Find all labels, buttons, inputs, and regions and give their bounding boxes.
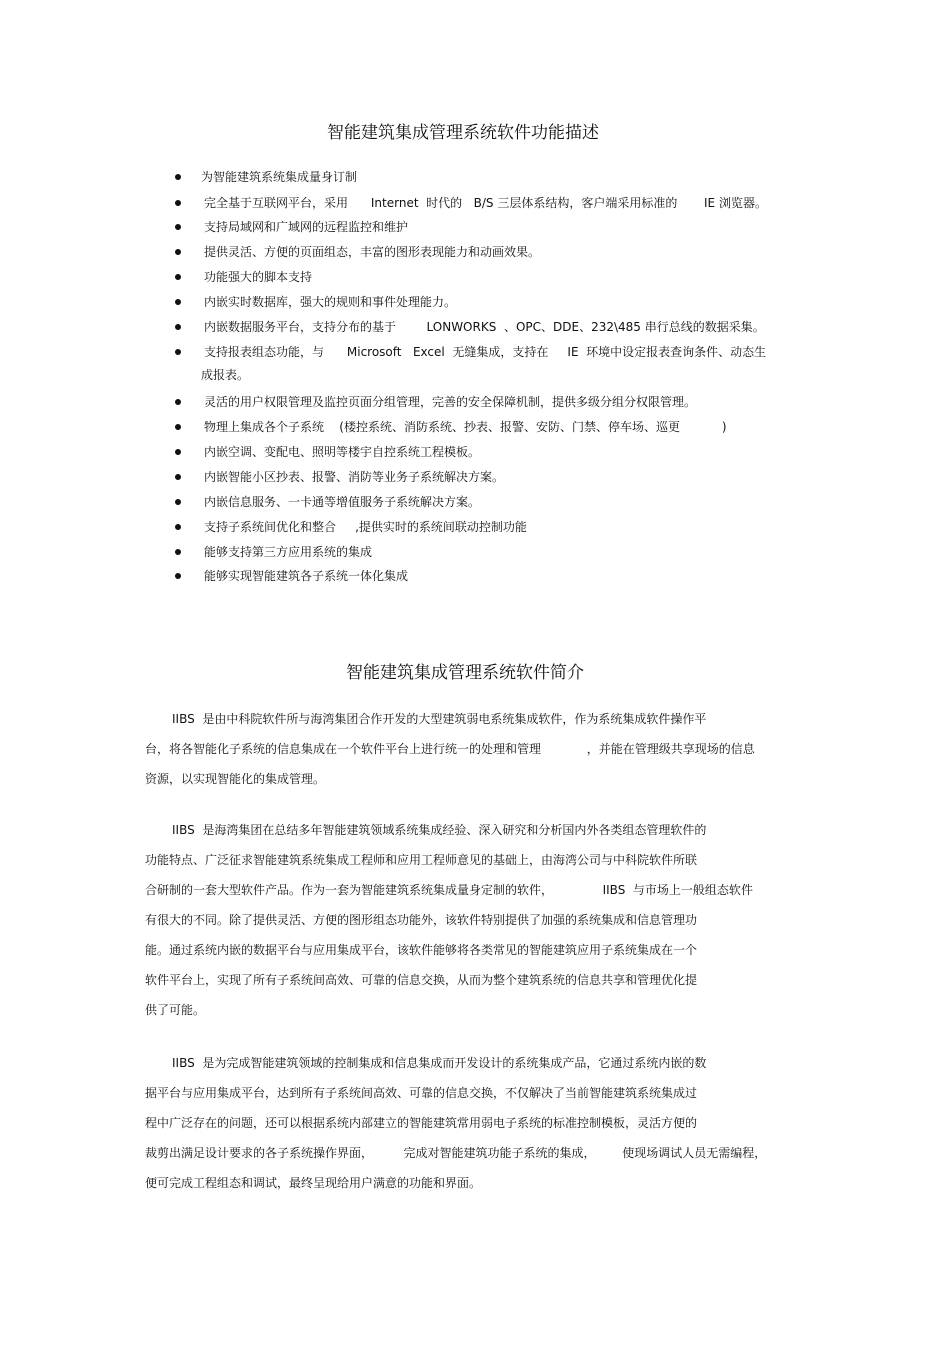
bullet-icon: [175, 399, 181, 405]
paragraph-line: 程中广泛存在的问题，还可以根据系统内部建立的智能建筑常用弱电子系统的标准控制模板，灵活方便的: [145, 1116, 698, 1130]
bullet-icon: [175, 524, 181, 530]
paragraph-line: 有很大的不同。除了提供灵活、方便的图形组态功能外，该软件特别提供了加强的系统集成和信息管理功: [145, 913, 698, 927]
bullet-icon: [175, 224, 181, 230]
paragraph-line: 功能特点、广泛征求智能建筑系统集成工程师和应用工程师意见的基础上，由海湾公司与中科院软件所联: [145, 853, 698, 867]
paragraph-line: 资源，以实现智能化的集成管理。: [145, 772, 326, 786]
intro-paragraph-1: [145, 704, 805, 794]
paragraph-line: 供了可能。: [145, 1003, 206, 1017]
bullet-icon: [175, 274, 181, 280]
paragraph-line: 据平台与应用集成平台，达到所有子系统间高效、可靠的信息交换，不仅解决了当前智能建筑系统集成过: [145, 1086, 698, 1100]
bullet-icon: [175, 424, 181, 430]
document-page: 智能建筑集成管理系统软件功能描述 为智能建筑系统集成量身订制 完全基于互联网平台，采用 Internet 时代的 B/S 三层体系结构，客户端采用标准的 IE 浏览器。 支持局域网和广域网的远程监控和维护 提供灵活、方便的页面组态，丰富的图形表现能力和动画效果。 功能强大的脚本支持 内嵌实时数据库，强大的规则和事件处理能力。 内嵌数据服务平台，支持分布的基于 LONWORKS 、OPC、DDE、232\485 串行总线的数据采集。 支持报表组态功能，与 Microsoft Excel 无缝集成，支持在 IE 环境中设定报表查询条件、动态生 成报表。 灵活的用户权限管理及监控页面分组管理，完善的安全保障机制，提供多级分组分权限管理。 物理上集成各个子系统 (楼控系统、消防系统、抄表、报警、安防、门禁、停车场、巡更 ) 内嵌空调、变配电、照明等楼宇自控系统工程模板。 内嵌智能小区抄表、报警、消防等业务子系统解决方案。 内嵌信息服务、一卡通等增值服务子系统解决方案。 支持子系统间优化和整合 ,提供实时的系统间联动控制功能 能够支持第三方应用系统的集成 能够实现智能建筑各子系统一体化集成 智能建筑集成管理系统软件简介 IIBS 是由中科院软件所与海湾集团合作开发的大型建筑弱电系统集成软件，作为系统集成软件操作平 台，将各智能化子系统的信息集成在一个软件平台上进行统一的处理和管理 ，并能在管理级共享现场的信息 资源，以实现智能化的集成管理。 IIBS 是海湾集团在总结多年智能建筑领域系统集成经验、深入研究和分析国内外各类组态管理软件的 功能特点、广泛征求智能建筑系统集成工程师和应用工程师意见的基础上，由海湾公司与中科院软件所联 合研制的一套大型软件产品。作为一套为智能建筑系统集成量身定制的软件， IIBS 与市场上一般组态软件 有很大的不同。除了提供灵活、方便的图形组态功能外，该软件特别提供了加强的系统集成和信息管理功 能。通过系统内嵌的数据平台与应用集成平台，该软件能够将各类常见的智能建筑应用子系统集成在一个 软件平台上，实现了所有子系统间高效、可靠的信息交换，从而为整个建筑系统的信息共享和管理优化提 供了可能。 IIBS 是为完成智能建筑领域的控制集成和信息集成而开发设计的系统集成产品，它通过系统内嵌的数 据平台与应用集成平台，达到所有子系统间高效、可靠的信息交换，不仅解决了当前智能建筑系统集成过 程中广泛存在的问题，还可以根据系统内部建立的智能建筑常用弱电子系统的标准控制模板，灵活方便的 裁剪出满足设计要求的各子系统操作界面， 完成对智能建筑功能子系统的集成， 使现场调试人员无需编程， 便可完成工程组态和调试，最终呈现给用户满意的功能和界面。: [0, 0, 950, 1345]
bullet-icon: [175, 499, 181, 505]
paragraph-line: IIBS 是海湾集团在总结多年智能建筑领域系统集成经验、深入研究和分析国内外各类组态管理软件的: [172, 823, 707, 837]
bullet-icon: [175, 474, 181, 480]
paragraph-line: 台，将各智能化子系统的信息集成在一个软件平台上进行统一的处理和管理 ，并能在管理级共享现场的信息: [145, 742, 755, 756]
paragraph-line: IIBS 是为完成智能建筑领域的控制集成和信息集成而开发设计的系统集成产品，它通过系统内嵌的数: [172, 1056, 707, 1070]
section-title-intro: 智能建筑集成管理系统软件简介: [346, 663, 584, 683]
paragraph-line: 合研制的一套大型软件产品。作为一套为智能建筑系统集成量身定制的软件， IIBS 与市场上一般组态软件: [145, 883, 753, 897]
paragraph-line: 便可完成工程组态和调试，最终呈现给用户满意的功能和界面。: [145, 1176, 482, 1190]
paragraph-line: IIBS 是由中科院软件所与海湾集团合作开发的大型建筑弱电系统集成软件，作为系统集成软件操作平: [172, 712, 707, 726]
bullet-icon: [175, 349, 181, 355]
bullet-icon: [175, 174, 181, 180]
list-item-continuation: 成报表。: [201, 368, 250, 382]
bullet-icon: [175, 573, 181, 579]
section-title-features: 智能建筑集成管理系统软件功能描述: [327, 123, 599, 143]
bullet-icon: [175, 324, 181, 330]
bullet-icon: [175, 549, 181, 555]
intro-paragraph-2: [145, 815, 805, 1025]
paragraph-line: 软件平台上，实现了所有子系统间高效、可靠的信息交换，从而为整个建筑系统的信息共享和管理优化提: [145, 973, 698, 987]
bullet-icon: [175, 449, 181, 455]
paragraph-line: 能。通过系统内嵌的数据平台与应用集成平台，该软件能够将各类常见的智能建筑应用子系统集成在一个: [145, 943, 698, 957]
bullet-icon: [175, 200, 181, 206]
bullet-icon: [175, 249, 181, 255]
bullet-icon: [175, 299, 181, 305]
intro-paragraph-3: [145, 1048, 805, 1198]
paragraph-line: 裁剪出满足设计要求的各子系统操作界面， 完成对智能建筑功能子系统的集成， 使现场调试人员无需编程，: [145, 1146, 767, 1160]
